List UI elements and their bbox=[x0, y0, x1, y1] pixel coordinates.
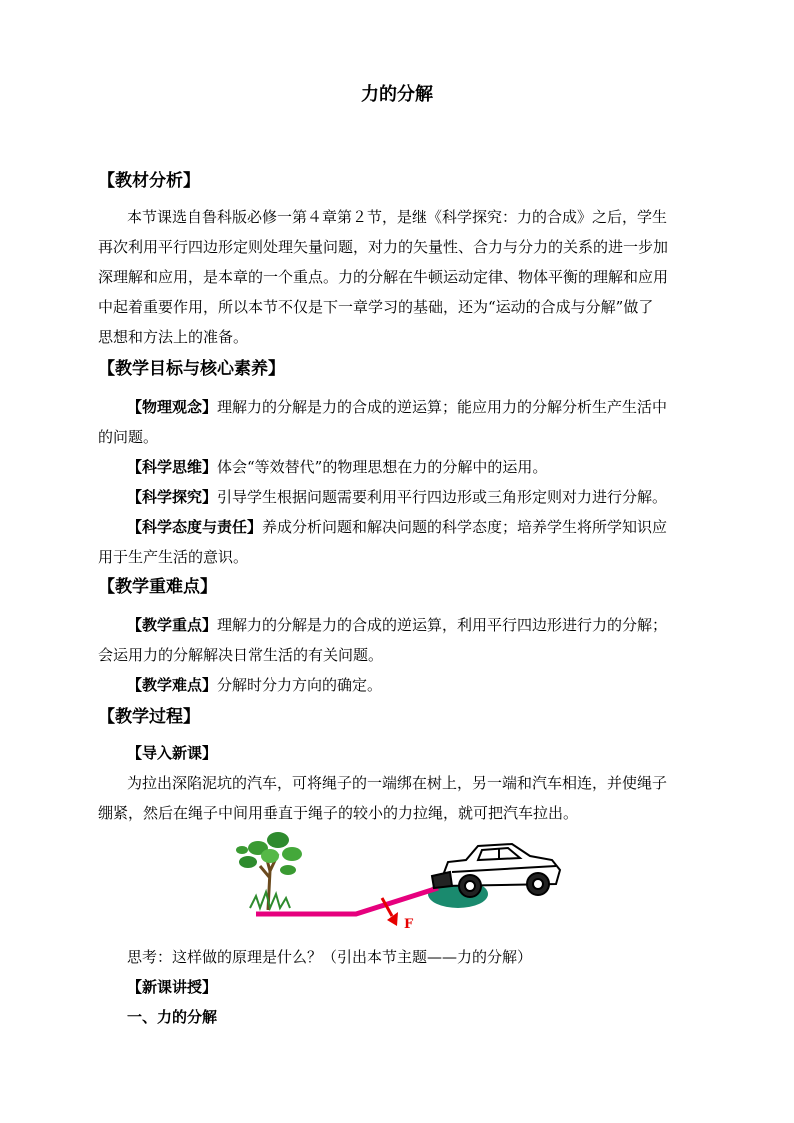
key-point-text: 理解力的分解是力的合成的逆运算，利用平行四边形进行力的分解； bbox=[217, 616, 668, 634]
objective-label: 【物理观念】 bbox=[127, 398, 218, 416]
paragraph-line: 绷紧，然后在绳子中间用垂直于绳子的较小的力拉绳，就可把汽车拉出。 bbox=[98, 804, 579, 822]
objective-text: 理解力的分解是力的合成的逆运算；能应用力的分解分析生产生活中 bbox=[217, 398, 668, 416]
paragraph-line: 中起着重要作用，所以本节不仅是下一章学习的基础，还为“运动的合成与分解”做了 bbox=[98, 298, 654, 316]
objective-continuation: 的问题。 bbox=[98, 428, 159, 446]
objective-text: 引导学生根据问题需要利用平行四边形或三角形定则对力进行分解。 bbox=[217, 488, 668, 506]
difficult-point-label: 【教学难点】 bbox=[127, 676, 218, 694]
tree-rope-car-illustration bbox=[220, 826, 580, 932]
paragraph-line: 深理解和应用，是本章的一个重点。力的分解在牛顿运动定律、物体平衡的理解和应用 bbox=[98, 268, 669, 286]
objective-scientific-thinking bbox=[127, 456, 547, 477]
difficult-point bbox=[127, 674, 382, 695]
section-heading-objectives: 【教学目标与核心素养】 bbox=[98, 359, 285, 379]
key-point bbox=[127, 614, 667, 635]
key-point-label: 【教学重点】 bbox=[127, 616, 218, 634]
objective-attitude-responsibility bbox=[127, 516, 667, 537]
objective-physics-concept bbox=[127, 396, 667, 417]
objective-label: 【科学思维】 bbox=[127, 458, 218, 476]
objective-continuation: 用于生产生活的意识。 bbox=[98, 548, 249, 566]
new-lesson-label: 【新课讲授】 bbox=[127, 978, 218, 996]
section-heading-textbook-analysis: 【教材分析】 bbox=[98, 171, 200, 191]
paragraph-line: 思想和方法上的准备。 bbox=[98, 328, 249, 346]
intro-label: 【导入新课】 bbox=[127, 744, 218, 762]
tree-icon bbox=[236, 832, 302, 910]
section-heading-teaching-process: 【教学过程】 bbox=[98, 707, 200, 727]
objective-text: 养成分析问题和解决问题的科学态度；培养学生将所学知识应 bbox=[262, 518, 668, 536]
paragraph-line: 再次利用平行四边形定则处理矢量问题，对力的矢量性、合力与分力的关系的进一步加 bbox=[98, 238, 669, 256]
think-question: 思考：这样做的原理是什么？（引出本节主题——力的分解） bbox=[127, 948, 533, 966]
objective-label: 【科学态度与责任】 bbox=[127, 518, 263, 536]
objective-scientific-inquiry bbox=[127, 486, 667, 507]
objective-text: 体会“等效替代”的物理思想在力的分解中的运用。 bbox=[217, 458, 548, 476]
force-label: F bbox=[404, 917, 414, 932]
paragraph-line: 本节课选自鲁科版必修一第４章第２节，是继《科学探究：力的合成》之后，学生 bbox=[127, 208, 668, 226]
key-point-continuation: 会运用力的分解解决日常生活的有关问题。 bbox=[98, 646, 384, 664]
section-heading-key-difficulties: 【教学重难点】 bbox=[98, 577, 217, 597]
paragraph-line: 为拉出深陷泥坑的汽车，可将绳子的一端绑在树上，另一端和汽车相连，并使绳子 bbox=[127, 774, 668, 792]
page-title: 力的分解 bbox=[361, 84, 433, 105]
difficult-point-text: 分解时分力方向的确定。 bbox=[217, 676, 383, 694]
objective-label: 【科学探究】 bbox=[127, 488, 218, 506]
part-one-heading: 一、力的分解 bbox=[127, 1008, 218, 1026]
